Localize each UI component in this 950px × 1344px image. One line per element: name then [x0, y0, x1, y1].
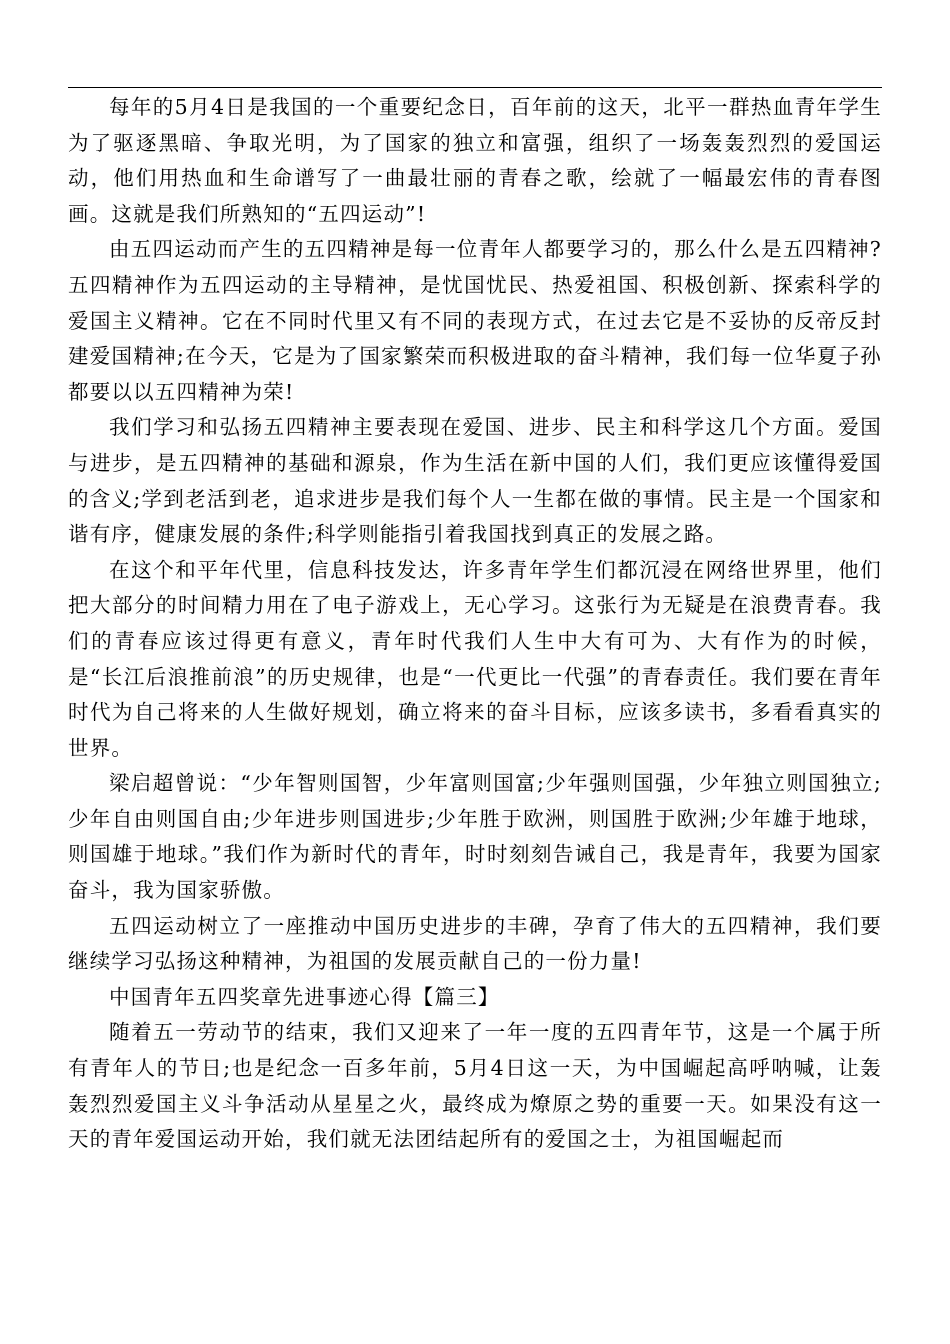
paragraph-liang-qichao-quote: 梁启超曾说：“少年智则国智，少年富则国富;少年强则国强，少年独立则国独立;少年自由则国自由;少年进步则国进步;少年胜于欧洲，则国胜于欧洲;少年雄于地球，则国雄于地球。”我们作为新时代的青年，时时刻刻告诫自己，我是青年，我要为国家奋斗，我为国家骄傲。 [68, 771, 882, 903]
header-rule [68, 87, 882, 88]
section-heading-part-three: 中国青年五四奖章先进事迹心得【篇三】 [109, 984, 500, 1009]
paragraph-youth-day: 随着五一劳动节的结束，我们又迎来了一年一度的五四青年节，这是一个属于所有青年人的节日;也是纪念一百多年前，5月4日这一天，为中国崛起高呼呐喊，让轰轰烈烈爱国主义斗争活动从星星之火，最终成为燎原之势的重要一天。如果没有这一天的青年爱国运动开始，我们就无法团结起所有的爱国之士，为祖国崛起而 [68, 1020, 882, 1152]
paragraph-may-fourth-intro: 每年的5月4日是我国的一个重要纪念日，百年前的这天，北平一群热血青年学生为了驱逐黑暗、争取光明，为了国家的独立和富强，组织了一场轰轰烈烈的爱国运动，他们用热血和生命谱写了一曲最壮丽的青春之歌，绘就了一幅最宏伟的青春图画。这就是我们所熟知的“五四运动”! [68, 95, 882, 226]
paragraph-patriotism-progress: 我们学习和弘扬五四精神主要表现在爱国、进步、民主和科学这几个方面。爱国与进步，是五四精神的基础和源泉，作为生活在新中国的人们，我们更应该懂得爱国的含义;学到老活到老，追求进步是我们每个人一生都在做的事情。民主是一个国家和谐有序，健康发展的条件;科学则能指引着我国找到真正的发展之路。 [68, 415, 882, 547]
paragraph-may-fourth-spirit: 由五四运动而产生的五四精神是每一位青年人都要学习的，那么什么是五四精神?五四精神作为五四运动的主导精神，是忧国忧民、热爱祖国、积极创新、探索科学的爱国主义精神。它在不同时代里又有不同的表现方式，在过去它是不妥协的反帝反封建爱国精神;在今天，它是为了国家繁荣而积极进取的奋斗精神，我们每一位华夏子孙都要以以五四精神为荣! [68, 237, 882, 404]
paragraph-youth-today: 在这个和平年代里，信息科技发达，许多青年学生们都沉浸在网络世界里，他们把大部分的时间精力用在了电子游戏上，无心学习。这张行为无疑是在浪费青春。我们的青春应该过得更有意义，青年时代我们人生中大有可为、大有作为的时候，是“长江后浪推前浪”的历史规律，也是“一代更比一代强”的青春责任。我们要在青年时代为自己将来的人生做好规划，确立将来的奋斗目标，应该多读书，多看看真实的世界。 [68, 557, 882, 760]
paragraph-monument: 五四运动树立了一座推动中国历史进步的丰碑，孕育了伟大的五四精神，我们要继续学习弘扬这种精神，为祖国的发展贡献自己的一份力量! [68, 913, 882, 974]
document-body [68, 90, 882, 1158]
